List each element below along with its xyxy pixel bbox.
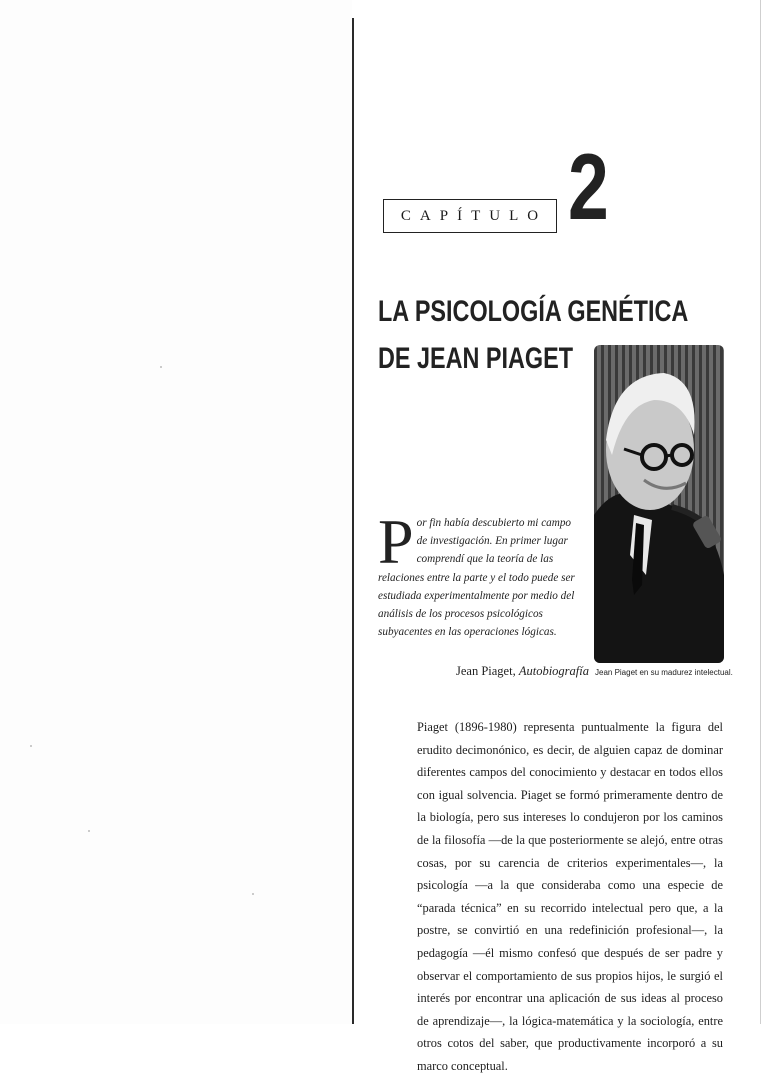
chapter-title-line-1: LA PSICOLOGÍA GENÉTICA — [378, 295, 689, 328]
chapter-label: CAPÍTULO — [400, 207, 548, 224]
scan-speck — [252, 893, 254, 895]
portrait-photo — [594, 345, 724, 663]
scan-speck — [88, 830, 90, 832]
epigraph-author: Jean Piaget, — [456, 664, 516, 678]
photo-caption: Jean Piaget en su madurez intelectual. — [595, 668, 733, 677]
epigraph-work: Autobiografía — [518, 664, 589, 678]
chapter-number: 2 — [568, 134, 609, 239]
scan-speck — [30, 745, 32, 747]
epigraph-dropcap: P — [378, 506, 414, 577]
page-edge — [760, 0, 761, 1024]
page-gutter — [352, 18, 354, 1024]
chapter-title-line-2: DE JEAN PIAGET — [378, 342, 574, 375]
body-paragraph: Piaget (1896-1980) representa puntualmente la figura del erudito decimonónico, es decir, de alguien capaz de dominar diferentes campos del conocimiento y destacar en todos ellos con igual solvencia. Piaget se formó primeramente dentro de la biología, pero sus intereses lo condujeron por los caminos de la filosofía —de la que posteriormente se alejó, entre otras cosas, por su carencia de criterios experimentales—, la psicología —a la que consideraba como una especie de “parada técnica” en su recorrido intelectual pero que, a la postre, se convirtió en una redefinición profesional—, la pedagogía —él mismo confesó que después de ser padre y observar el comportamiento de sus propios hijos, le surgió el interés por encontrar una aplicación de sus ideas al proceso de aprendizaje—, la lógica-matemática y la sociología, entre otros cotos del saber, que productivamente incorporó a su marco conceptual. — [417, 720, 723, 1073]
portrait-illustration — [594, 345, 724, 663]
epigraph-text: or fin había descubierto mi campo de investigación. En primer lugar comprendí que la teoría de las relaciones entre la parte y el todo puede ser estudiada experimentalmente por medio del análisis de los procesos psicológicos subyacentes en las operaciones lógicas. — [378, 517, 575, 639]
epigraph-quote — [378, 506, 584, 641]
epigraph-attribution — [456, 664, 589, 679]
chapter-label-box — [383, 199, 557, 233]
scan-speck — [160, 366, 162, 368]
blank-left-page — [0, 0, 352, 1024]
